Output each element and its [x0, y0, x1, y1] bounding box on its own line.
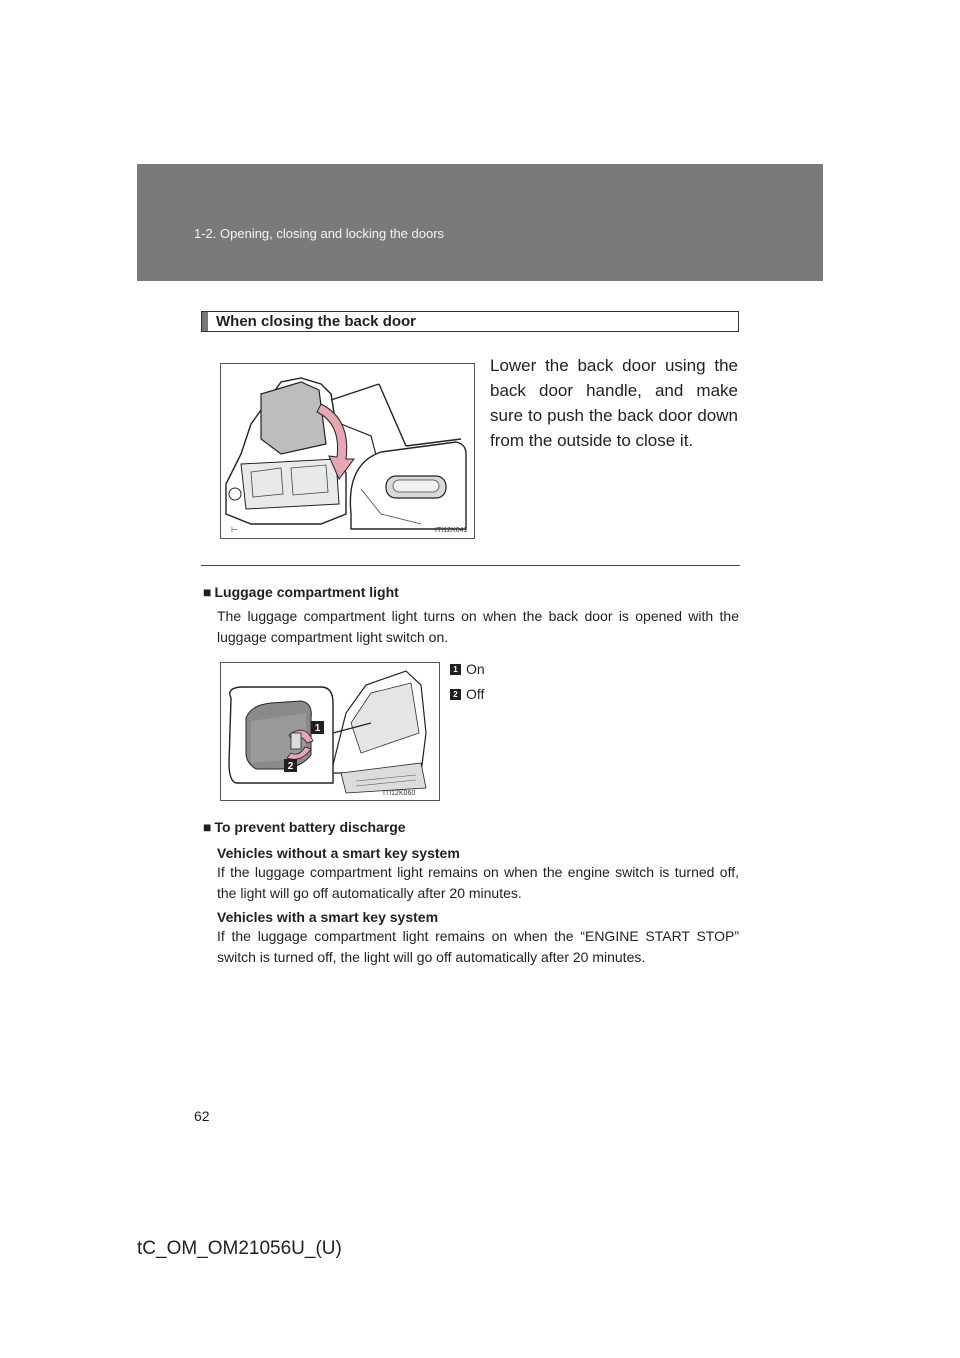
note-title: To prevent battery discharge — [214, 819, 406, 835]
figure-code: ITI12K060 — [383, 790, 416, 797]
text-no-smart-key: If the luggage compartment light remains on when the engine switch is turned off, the light will go off automatically after 20 minutes. — [217, 864, 739, 901]
black-square-icon: ■ — [203, 819, 212, 835]
note-battery-heading — [203, 819, 406, 835]
figure-back-door-closing — [220, 363, 475, 539]
legend-item-on — [450, 661, 485, 677]
black-square-icon: ■ — [203, 584, 212, 600]
subhead-smart-key: Vehicles with a smart key system — [217, 909, 439, 925]
legend-item-off — [450, 686, 484, 702]
back-door-instruction-text: Lower the back door using the back door handle, and make sure to push the back door down from the outside to close it. — [490, 356, 738, 450]
luggage-light-illustration — [221, 663, 440, 801]
legend-1-badge: 1 — [450, 664, 461, 675]
back-door-illustration — [221, 364, 475, 539]
header-section-title: 1-2. Opening, closing and locking the doors — [194, 226, 445, 241]
page-header-band — [137, 164, 823, 281]
note-luggage-light-heading — [203, 584, 399, 600]
section-title-accent — [202, 312, 208, 331]
legend-2-badge: 2 — [450, 689, 461, 700]
note-luggage-light-text: The luggage compartment light turns on when the back door is opened with the luggage compartment light switch on. — [217, 608, 739, 645]
note-title: Luggage compartment light — [214, 584, 399, 600]
page-number: 62 — [194, 1108, 210, 1124]
legend-2-label: Off — [466, 686, 485, 702]
section-title-bar — [201, 311, 739, 332]
figure-luggage-light-switch — [220, 662, 440, 801]
svg-text:⊢: ⊢ — [231, 525, 238, 534]
callout-1-label: 1 — [314, 723, 321, 734]
callout-2-label: 2 — [287, 761, 294, 772]
legend-1-label: On — [466, 661, 485, 677]
text-smart-key: If the luggage compartment light remains on when the “ENGINE START STOP” switch is turned off, the light will go off automatically after 20 minutes. — [217, 928, 739, 965]
document-code: tC_OM_OM21056U_(U) — [137, 1238, 342, 1259]
section-divider — [201, 565, 740, 566]
section-title: When closing the back door — [216, 313, 417, 330]
subhead-no-smart-key: Vehicles without a smart key system — [217, 845, 460, 861]
figure-code: ITI12K041 — [435, 527, 468, 534]
